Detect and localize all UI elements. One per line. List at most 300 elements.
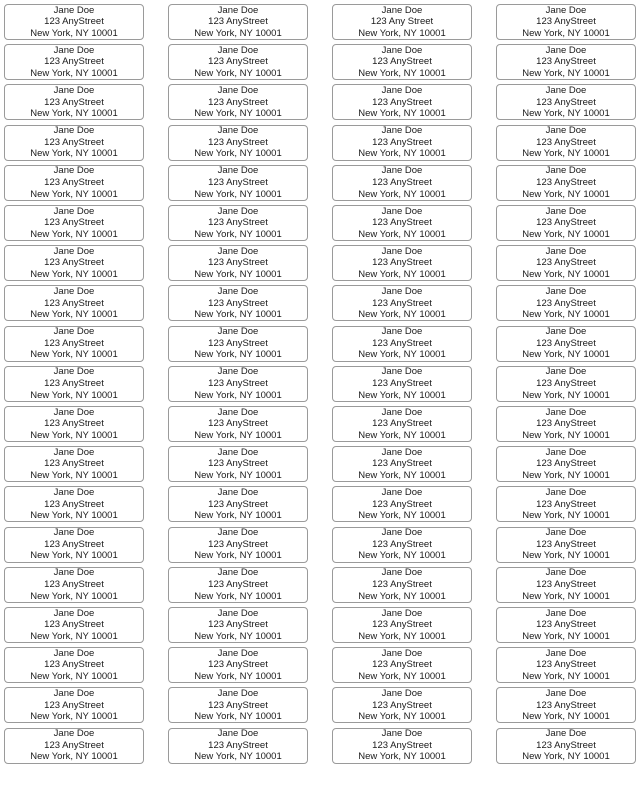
address-label xyxy=(332,607,472,643)
label-street: 123 AnyStreet xyxy=(372,458,432,470)
label-street: 123 AnyStreet xyxy=(208,96,268,108)
label-street: 123 AnyStreet xyxy=(208,699,268,711)
address-label xyxy=(496,44,636,80)
label-city: New York, NY 10001 xyxy=(194,27,282,39)
label-street: 123 AnyStreet xyxy=(536,337,596,349)
label-street: 123 AnyStreet xyxy=(208,337,268,349)
address-label xyxy=(168,84,308,120)
label-street: 123 AnyStreet xyxy=(372,579,432,590)
label-city: New York, NY 10001 xyxy=(358,429,446,441)
label-street: 123 AnyStreet xyxy=(44,538,104,550)
label-name: Jane Doe xyxy=(381,125,423,137)
label-city: New York, NY 10001 xyxy=(522,27,610,39)
label-name: Jane Doe xyxy=(381,326,423,338)
label-city: New York, NY 10001 xyxy=(522,148,610,160)
label-name: Jane Doe xyxy=(217,688,259,699)
label-city: New York, NY 10001 xyxy=(522,469,610,481)
label-city: New York, NY 10001 xyxy=(194,67,282,79)
label-street: 123 AnyStreet xyxy=(536,418,596,430)
label-city: New York, NY 10001 xyxy=(194,510,282,522)
address-label xyxy=(496,647,636,683)
label-street: 123 AnyStreet xyxy=(208,217,268,229)
label-street: 123 AnyStreet xyxy=(372,257,432,269)
label-name: Jane Doe xyxy=(545,688,587,699)
label-city: New York, NY 10001 xyxy=(30,148,118,160)
address-label xyxy=(168,245,308,281)
label-name: Jane Doe xyxy=(381,688,423,699)
label-city: New York, NY 10001 xyxy=(30,349,118,361)
label-street: 123 AnyStreet xyxy=(208,257,268,269)
label-city: New York, NY 10001 xyxy=(358,27,446,39)
label-city: New York, NY 10001 xyxy=(522,188,610,200)
address-label xyxy=(332,446,472,482)
address-label xyxy=(4,446,144,482)
label-street: 123 AnyStreet xyxy=(372,337,432,349)
label-city: New York, NY 10001 xyxy=(194,670,282,682)
label-city: New York, NY 10001 xyxy=(522,590,610,602)
label-name: Jane Doe xyxy=(217,85,259,96)
label-name: Jane Doe xyxy=(217,205,259,217)
label-city: New York, NY 10001 xyxy=(358,630,446,642)
label-city: New York, NY 10001 xyxy=(358,590,446,602)
label-city: New York, NY 10001 xyxy=(194,590,282,602)
address-label xyxy=(496,285,636,321)
address-label xyxy=(4,527,144,563)
label-street: 123 AnyStreet xyxy=(44,16,104,28)
label-name: Jane Doe xyxy=(381,446,423,458)
address-label xyxy=(168,4,308,40)
label-city: New York, NY 10001 xyxy=(30,590,118,602)
address-label xyxy=(496,125,636,161)
label-street: 123 AnyStreet xyxy=(372,177,432,188)
address-label xyxy=(496,84,636,120)
label-name: Jane Doe xyxy=(217,406,259,418)
address-label xyxy=(4,567,144,603)
address-label xyxy=(168,687,308,723)
label-name: Jane Doe xyxy=(545,567,587,579)
label-street: 123 AnyStreet xyxy=(372,297,432,309)
address-label xyxy=(496,205,636,241)
label-street: 123 AnyStreet xyxy=(536,378,596,389)
label-street: 123 AnyStreet xyxy=(44,257,104,269)
address-label xyxy=(168,567,308,603)
address-label xyxy=(168,446,308,482)
label-city: New York, NY 10001 xyxy=(522,309,610,321)
label-street: 123 AnyStreet xyxy=(44,177,104,188)
label-name: Jane Doe xyxy=(53,487,95,498)
label-street: 123 AnyStreet xyxy=(44,337,104,349)
address-label xyxy=(168,205,308,241)
address-label xyxy=(332,406,472,442)
label-name: Jane Doe xyxy=(217,527,259,539)
label-name: Jane Doe xyxy=(217,366,259,378)
label-street: 123 AnyStreet xyxy=(536,619,596,631)
label-city: New York, NY 10001 xyxy=(522,751,610,763)
label-city: New York, NY 10001 xyxy=(30,188,118,200)
label-street: 123 AnyStreet xyxy=(208,177,268,188)
label-city: New York, NY 10001 xyxy=(358,228,446,240)
address-label xyxy=(496,245,636,281)
label-name: Jane Doe xyxy=(53,85,95,96)
label-city: New York, NY 10001 xyxy=(522,670,610,682)
label-name: Jane Doe xyxy=(545,446,587,458)
label-name: Jane Doe xyxy=(381,286,423,297)
label-city: New York, NY 10001 xyxy=(30,550,118,562)
address-label xyxy=(496,366,636,402)
label-city: New York, NY 10001 xyxy=(194,751,282,763)
label-street: 123 AnyStreet xyxy=(44,136,104,148)
label-name: Jane Doe xyxy=(53,728,95,740)
label-city: New York, NY 10001 xyxy=(358,67,446,79)
address-label xyxy=(332,687,472,723)
address-label xyxy=(168,326,308,362)
label-name: Jane Doe xyxy=(381,205,423,217)
label-name: Jane Doe xyxy=(53,567,95,579)
address-label xyxy=(4,84,144,120)
address-label xyxy=(332,326,472,362)
label-street: 123 AnyStreet xyxy=(44,619,104,631)
address-label xyxy=(496,486,636,522)
label-street: 123 AnyStreet xyxy=(536,297,596,309)
label-name: Jane Doe xyxy=(381,728,423,740)
address-label xyxy=(496,165,636,201)
label-street: 123 AnyStreet xyxy=(536,739,596,751)
label-city: New York, NY 10001 xyxy=(358,389,446,401)
address-label xyxy=(4,486,144,522)
label-street: 123 AnyStreet xyxy=(44,378,104,389)
label-city: New York, NY 10001 xyxy=(522,630,610,642)
label-street: 123 AnyStreet xyxy=(536,16,596,28)
address-label xyxy=(168,486,308,522)
address-label xyxy=(168,406,308,442)
label-street: 123 AnyStreet xyxy=(208,136,268,148)
label-city: New York, NY 10001 xyxy=(194,148,282,160)
label-name: Jane Doe xyxy=(545,406,587,418)
label-street: 123 AnyStreet xyxy=(372,659,432,671)
label-name: Jane Doe xyxy=(381,4,423,16)
address-label xyxy=(4,44,144,80)
address-label xyxy=(4,285,144,321)
address-label xyxy=(332,84,472,120)
address-label xyxy=(332,245,472,281)
label-name: Jane Doe xyxy=(545,165,587,177)
label-street: 123 AnyStreet xyxy=(208,56,268,68)
label-name: Jane Doe xyxy=(217,165,259,177)
label-street: 123 AnyStreet xyxy=(536,257,596,269)
label-name: Jane Doe xyxy=(381,85,423,96)
label-city: New York, NY 10001 xyxy=(194,630,282,642)
label-name: Jane Doe xyxy=(381,44,423,56)
label-street: 123 AnyStreet xyxy=(208,538,268,550)
label-name: Jane Doe xyxy=(545,44,587,56)
label-city: New York, NY 10001 xyxy=(30,469,118,481)
address-label xyxy=(496,607,636,643)
label-city: New York, NY 10001 xyxy=(358,268,446,280)
address-label xyxy=(496,728,636,764)
label-city: New York, NY 10001 xyxy=(358,188,446,200)
label-street: 123 AnyStreet xyxy=(208,16,268,28)
label-name: Jane Doe xyxy=(545,647,587,659)
label-name: Jane Doe xyxy=(53,446,95,458)
label-street: 123 AnyStreet xyxy=(372,739,432,751)
label-street: 123 AnyStreet xyxy=(372,56,432,68)
label-street: 123 AnyStreet xyxy=(372,538,432,550)
label-city: New York, NY 10001 xyxy=(522,228,610,240)
label-name: Jane Doe xyxy=(53,366,95,378)
label-city: New York, NY 10001 xyxy=(358,469,446,481)
label-street: 123 AnyStreet xyxy=(536,56,596,68)
label-name: Jane Doe xyxy=(217,245,259,257)
label-city: New York, NY 10001 xyxy=(358,108,446,120)
label-city: New York, NY 10001 xyxy=(358,148,446,160)
label-city: New York, NY 10001 xyxy=(522,510,610,522)
label-city: New York, NY 10001 xyxy=(522,429,610,441)
label-city: New York, NY 10001 xyxy=(30,429,118,441)
label-street: 123 AnyStreet xyxy=(536,659,596,671)
label-name: Jane Doe xyxy=(217,446,259,458)
label-street: 123 AnyStreet xyxy=(44,659,104,671)
label-street: 123 AnyStreet xyxy=(372,136,432,148)
label-name: Jane Doe xyxy=(217,647,259,659)
label-street: 123 AnyStreet xyxy=(208,659,268,671)
label-name: Jane Doe xyxy=(53,406,95,418)
label-city: New York, NY 10001 xyxy=(30,389,118,401)
label-name: Jane Doe xyxy=(381,366,423,378)
address-label xyxy=(168,165,308,201)
label-street: 123 AnyStreet xyxy=(44,498,104,510)
label-street: 123 AnyStreet xyxy=(372,217,432,229)
label-name: Jane Doe xyxy=(381,607,423,619)
label-name: Jane Doe xyxy=(381,245,423,257)
address-label xyxy=(168,44,308,80)
label-street: 123 AnyStreet xyxy=(536,136,596,148)
label-city: New York, NY 10001 xyxy=(30,228,118,240)
label-city: New York, NY 10001 xyxy=(30,268,118,280)
address-label xyxy=(332,486,472,522)
label-city: New York, NY 10001 xyxy=(522,550,610,562)
label-city: New York, NY 10001 xyxy=(522,268,610,280)
label-street: 123 AnyStreet xyxy=(44,458,104,470)
address-label xyxy=(168,728,308,764)
address-label xyxy=(332,647,472,683)
label-street: 123 AnyStreet xyxy=(44,56,104,68)
label-street: 123 AnyStreet xyxy=(208,297,268,309)
label-street: 123 AnyStreet xyxy=(44,699,104,711)
address-label xyxy=(168,527,308,563)
label-street: 123 Any Street xyxy=(370,16,434,28)
label-name: Jane Doe xyxy=(545,205,587,217)
label-name: Jane Doe xyxy=(53,44,95,56)
label-street: 123 AnyStreet xyxy=(536,498,596,510)
label-street: 123 AnyStreet xyxy=(44,739,104,751)
label-name: Jane Doe xyxy=(217,567,259,579)
label-street: 123 AnyStreet xyxy=(536,177,596,188)
address-label xyxy=(332,44,472,80)
address-label xyxy=(4,647,144,683)
label-street: 123 AnyStreet xyxy=(208,739,268,751)
address-label xyxy=(496,326,636,362)
address-label xyxy=(496,687,636,723)
label-city: New York, NY 10001 xyxy=(30,67,118,79)
address-label xyxy=(4,245,144,281)
label-name: Jane Doe xyxy=(217,44,259,56)
label-city: New York, NY 10001 xyxy=(194,469,282,481)
label-city: New York, NY 10001 xyxy=(194,309,282,321)
label-name: Jane Doe xyxy=(53,647,95,659)
label-street: 123 AnyStreet xyxy=(208,458,268,470)
label-name: Jane Doe xyxy=(53,125,95,137)
label-city: New York, NY 10001 xyxy=(194,268,282,280)
label-city: New York, NY 10001 xyxy=(194,349,282,361)
address-label xyxy=(4,205,144,241)
label-street: 123 AnyStreet xyxy=(208,579,268,590)
label-name: Jane Doe xyxy=(53,527,95,539)
address-label xyxy=(4,366,144,402)
label-name: Jane Doe xyxy=(381,527,423,539)
label-city: New York, NY 10001 xyxy=(194,429,282,441)
label-name: Jane Doe xyxy=(381,647,423,659)
label-city: New York, NY 10001 xyxy=(30,751,118,763)
label-street: 123 AnyStreet xyxy=(208,498,268,510)
label-street: 123 AnyStreet xyxy=(208,418,268,430)
label-city: New York, NY 10001 xyxy=(358,751,446,763)
label-street: 123 AnyStreet xyxy=(372,418,432,430)
address-label xyxy=(496,567,636,603)
label-city: New York, NY 10001 xyxy=(522,108,610,120)
label-name: Jane Doe xyxy=(545,125,587,137)
address-label xyxy=(496,406,636,442)
address-label xyxy=(332,205,472,241)
label-city: New York, NY 10001 xyxy=(30,108,118,120)
address-label xyxy=(4,607,144,643)
label-name: Jane Doe xyxy=(53,326,95,338)
address-label xyxy=(496,4,636,40)
label-name: Jane Doe xyxy=(545,607,587,619)
label-name: Jane Doe xyxy=(381,165,423,177)
label-street: 123 AnyStreet xyxy=(372,498,432,510)
label-name: Jane Doe xyxy=(545,85,587,96)
address-label xyxy=(4,165,144,201)
address-label xyxy=(496,527,636,563)
address-label xyxy=(332,125,472,161)
label-street: 123 AnyStreet xyxy=(44,297,104,309)
label-city: New York, NY 10001 xyxy=(358,711,446,723)
address-label xyxy=(332,366,472,402)
label-street: 123 AnyStreet xyxy=(372,96,432,108)
label-name: Jane Doe xyxy=(545,728,587,740)
label-name: Jane Doe xyxy=(381,406,423,418)
label-name: Jane Doe xyxy=(217,326,259,338)
label-name: Jane Doe xyxy=(381,487,423,498)
label-name: Jane Doe xyxy=(53,4,95,16)
address-label xyxy=(4,4,144,40)
label-city: New York, NY 10001 xyxy=(30,510,118,522)
label-city: New York, NY 10001 xyxy=(194,188,282,200)
label-city: New York, NY 10001 xyxy=(194,711,282,723)
label-city: New York, NY 10001 xyxy=(522,349,610,361)
label-name: Jane Doe xyxy=(381,567,423,579)
label-street: 123 AnyStreet xyxy=(372,378,432,389)
label-city: New York, NY 10001 xyxy=(522,711,610,723)
address-label xyxy=(332,285,472,321)
label-name: Jane Doe xyxy=(53,165,95,177)
label-street: 123 AnyStreet xyxy=(536,699,596,711)
label-name: Jane Doe xyxy=(545,286,587,297)
address-label xyxy=(332,527,472,563)
label-name: Jane Doe xyxy=(217,728,259,740)
label-city: New York, NY 10001 xyxy=(30,630,118,642)
address-label xyxy=(332,728,472,764)
label-city: New York, NY 10001 xyxy=(522,67,610,79)
label-street: 123 AnyStreet xyxy=(536,458,596,470)
label-name: Jane Doe xyxy=(53,688,95,699)
label-name: Jane Doe xyxy=(545,4,587,16)
label-name: Jane Doe xyxy=(545,487,587,498)
address-label xyxy=(332,567,472,603)
address-label xyxy=(168,607,308,643)
label-name: Jane Doe xyxy=(53,205,95,217)
label-city: New York, NY 10001 xyxy=(358,550,446,562)
label-street: 123 AnyStreet xyxy=(536,96,596,108)
label-street: 123 AnyStreet xyxy=(44,579,104,590)
address-label xyxy=(332,4,472,40)
label-street: 123 AnyStreet xyxy=(536,538,596,550)
label-city: New York, NY 10001 xyxy=(358,349,446,361)
label-city: New York, NY 10001 xyxy=(194,108,282,120)
label-name: Jane Doe xyxy=(53,245,95,257)
label-name: Jane Doe xyxy=(217,487,259,498)
label-name: Jane Doe xyxy=(545,326,587,338)
label-street: 123 AnyStreet xyxy=(208,619,268,631)
address-label xyxy=(168,366,308,402)
address-label xyxy=(496,446,636,482)
label-name: Jane Doe xyxy=(217,286,259,297)
address-label xyxy=(4,728,144,764)
label-street: 123 AnyStreet xyxy=(44,418,104,430)
label-street: 123 AnyStreet xyxy=(44,96,104,108)
label-name: Jane Doe xyxy=(545,527,587,539)
label-street: 123 AnyStreet xyxy=(44,217,104,229)
label-city: New York, NY 10001 xyxy=(358,309,446,321)
label-name: Jane Doe xyxy=(53,607,95,619)
label-street: 123 AnyStreet xyxy=(208,378,268,389)
label-city: New York, NY 10001 xyxy=(30,27,118,39)
address-label xyxy=(4,125,144,161)
label-street: 123 AnyStreet xyxy=(536,217,596,229)
address-label xyxy=(332,165,472,201)
label-city: New York, NY 10001 xyxy=(522,389,610,401)
label-city: New York, NY 10001 xyxy=(194,228,282,240)
address-label xyxy=(4,326,144,362)
label-city: New York, NY 10001 xyxy=(194,550,282,562)
label-street: 123 AnyStreet xyxy=(372,699,432,711)
label-name: Jane Doe xyxy=(217,607,259,619)
label-city: New York, NY 10001 xyxy=(30,670,118,682)
label-name: Jane Doe xyxy=(53,286,95,297)
label-name: Jane Doe xyxy=(217,4,259,16)
label-street: 123 AnyStreet xyxy=(372,619,432,631)
label-city: New York, NY 10001 xyxy=(194,389,282,401)
label-city: New York, NY 10001 xyxy=(358,510,446,522)
address-label xyxy=(4,687,144,723)
label-name: Jane Doe xyxy=(545,366,587,378)
address-label xyxy=(168,125,308,161)
label-city: New York, NY 10001 xyxy=(358,670,446,682)
label-name: Jane Doe xyxy=(217,125,259,137)
label-city: New York, NY 10001 xyxy=(30,711,118,723)
label-city: New York, NY 10001 xyxy=(30,309,118,321)
label-street: 123 AnyStreet xyxy=(536,579,596,590)
